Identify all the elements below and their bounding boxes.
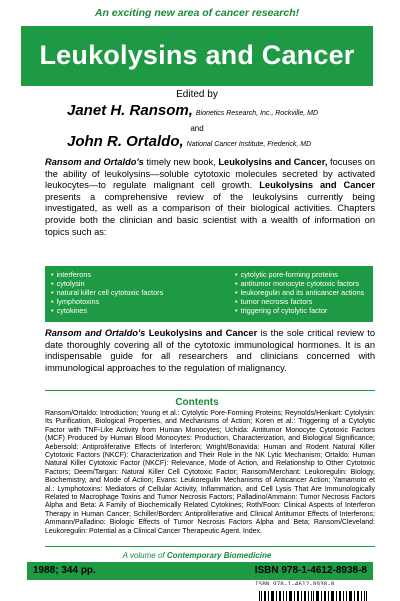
topic-item: • lymphotoxins bbox=[51, 297, 163, 306]
editor-1-name: Janet H. Ransom, bbox=[67, 102, 193, 119]
topic-item: • leukoregulin and its anticancer actions bbox=[235, 288, 364, 297]
review-paragraph bbox=[45, 328, 375, 374]
isbn: ISBN 978-1-4612-8938-8 bbox=[254, 565, 367, 576]
book-back-cover bbox=[9, 4, 385, 592]
contents-heading: Contents bbox=[175, 397, 219, 408]
topic-item: • triggering of cytolytic factor bbox=[235, 306, 364, 315]
tagline: An exciting new area of cancer research! bbox=[94, 7, 300, 19]
description-text-2: focuses on the ability of leukolysins—soluble cytotoxic molecules secreted by activated leukocytes—to regulate malignant cell growth. bbox=[45, 157, 375, 191]
editor-2-affiliation: National Cancer Institute, Frederick, MD bbox=[186, 141, 312, 148]
book-title: Leukolysins and Cancer bbox=[39, 40, 355, 70]
topic-item: • antitumor monocyte cytotoxic factors bbox=[235, 279, 364, 288]
topics-left-list bbox=[51, 270, 163, 315]
description-book-2: Leukolysins and Cancer bbox=[259, 180, 376, 191]
contents-divider-bottom bbox=[45, 546, 375, 547]
topic-item: • tumor necrosis factors bbox=[235, 297, 364, 306]
description-text-1: timely new book, bbox=[143, 157, 219, 167]
title-banner bbox=[21, 26, 373, 86]
topic-item: • cytolytic pore-forming proteins bbox=[235, 270, 364, 279]
topics-box bbox=[45, 266, 373, 322]
description-lead: Ransom and Ortaldo's bbox=[45, 157, 144, 167]
topic-item: • cytokines bbox=[51, 306, 163, 315]
editor-2 bbox=[67, 133, 311, 151]
topic-item: • natural killer cell cytotoxic factors bbox=[51, 288, 163, 297]
review-book: Leukolysins and Cancer bbox=[145, 328, 258, 338]
info-bar bbox=[27, 562, 373, 580]
barcode-area bbox=[255, 585, 375, 601]
year-pages: 1988; 344 pp. bbox=[33, 565, 96, 576]
edited-by-label: Edited by bbox=[176, 89, 218, 100]
editor-1 bbox=[67, 102, 318, 120]
contents-divider-top bbox=[45, 390, 375, 391]
editors-and: and bbox=[190, 124, 204, 133]
description-text-3: presents a comprehensive review of the leukolysins currently being investigated, as well as a comparison of their biological activities. Chapters provide both the clinician and basic scientist with a wealth of information on topics such as: bbox=[45, 191, 375, 237]
series-line bbox=[9, 551, 385, 560]
topic-item: • interferons bbox=[51, 270, 163, 279]
topic-item: • cytolysin bbox=[51, 279, 163, 288]
contents-text: Ransom/Ortaldo: Introduction; Young et al.: Cytolytic Pore-Forming Proteins; Reynolds/Henkart: Cytolysin: Its Purification, Biological Properties, and Mechanisms of Action; Koren et al.: Triggering of a Cytolytic Factor with TNF-Like Activity from Human Monocytes; Uchida: Antitumor Monocyte Cytotoxic Factors (MCF) Produced by Human Blood Monocytes: Production, Characterization, and Biological Significance; Aebersold: Antiproliferative Effects of Interferon; Wright/Bonavida: Human and Rodent Natural Killer Cytotoxic Factors (NKCF): Characterization and Their Role in the NK Lytic Mechanism; Ortaldo: Human Natural Killer Cytotoxic Factor (NKCF): Relevance, Mode of Action, and Relationship to Other Cytotoxic Factors; Deem/Targan: Natural Killer Cell Cytotoxic Factor; Ransom/Merchant: Leukoregulin: Biology, Biochemistry, and Mode of Action; Evans: Leukoregulin Mechanisms of Anticancer Action; Yamamoto et al.: Lymphotoxins: Mediators of Cellular Activity, Inflammation, and Cell Lysis That Are Immunologically Related to Macrophage Toxins and Tumor Necrosis Factors; Palladino/Ammann: Tumor Necrosis Factors Alpha and Beta: A Family of Biochemically Related Cytokines; Roth/Foon: Clinical Aspects of Interferon Therapy in Human Cancer; Schiller/Borden: Antiproliferative and Clinical Antitumor Effects of Interferons; Ammann/Palladino: Biologic Effects of Tumor Necrosis Factors Alpha and Beta; Ransom/Cleveland: Leukoregulin: Potential as a Clinical Cancer Therapeutic Agent. Index. bbox=[45, 410, 375, 535]
editor-1-affiliation: Bionetics Research, Inc., Rockville, MD bbox=[195, 110, 319, 117]
series-prefix: A volume of bbox=[122, 551, 167, 560]
editor-2-name: John R. Ortaldo, bbox=[67, 133, 184, 150]
description-book: Leukolysins and Cancer, bbox=[218, 157, 328, 167]
description-paragraph bbox=[45, 157, 375, 238]
review-lead: Ransom and Ortaldo's bbox=[45, 328, 146, 338]
series-name: Contemporary Biomedicine bbox=[166, 551, 272, 560]
review-text: is the sole critical review to date thoroughly covering all of the cytotoxic immunological hormones. It is an indispensable guide for all researchers and clinicians concerned with immunological approaches to the regulation of malignancy. bbox=[45, 328, 375, 373]
topics-right-list bbox=[235, 270, 364, 315]
